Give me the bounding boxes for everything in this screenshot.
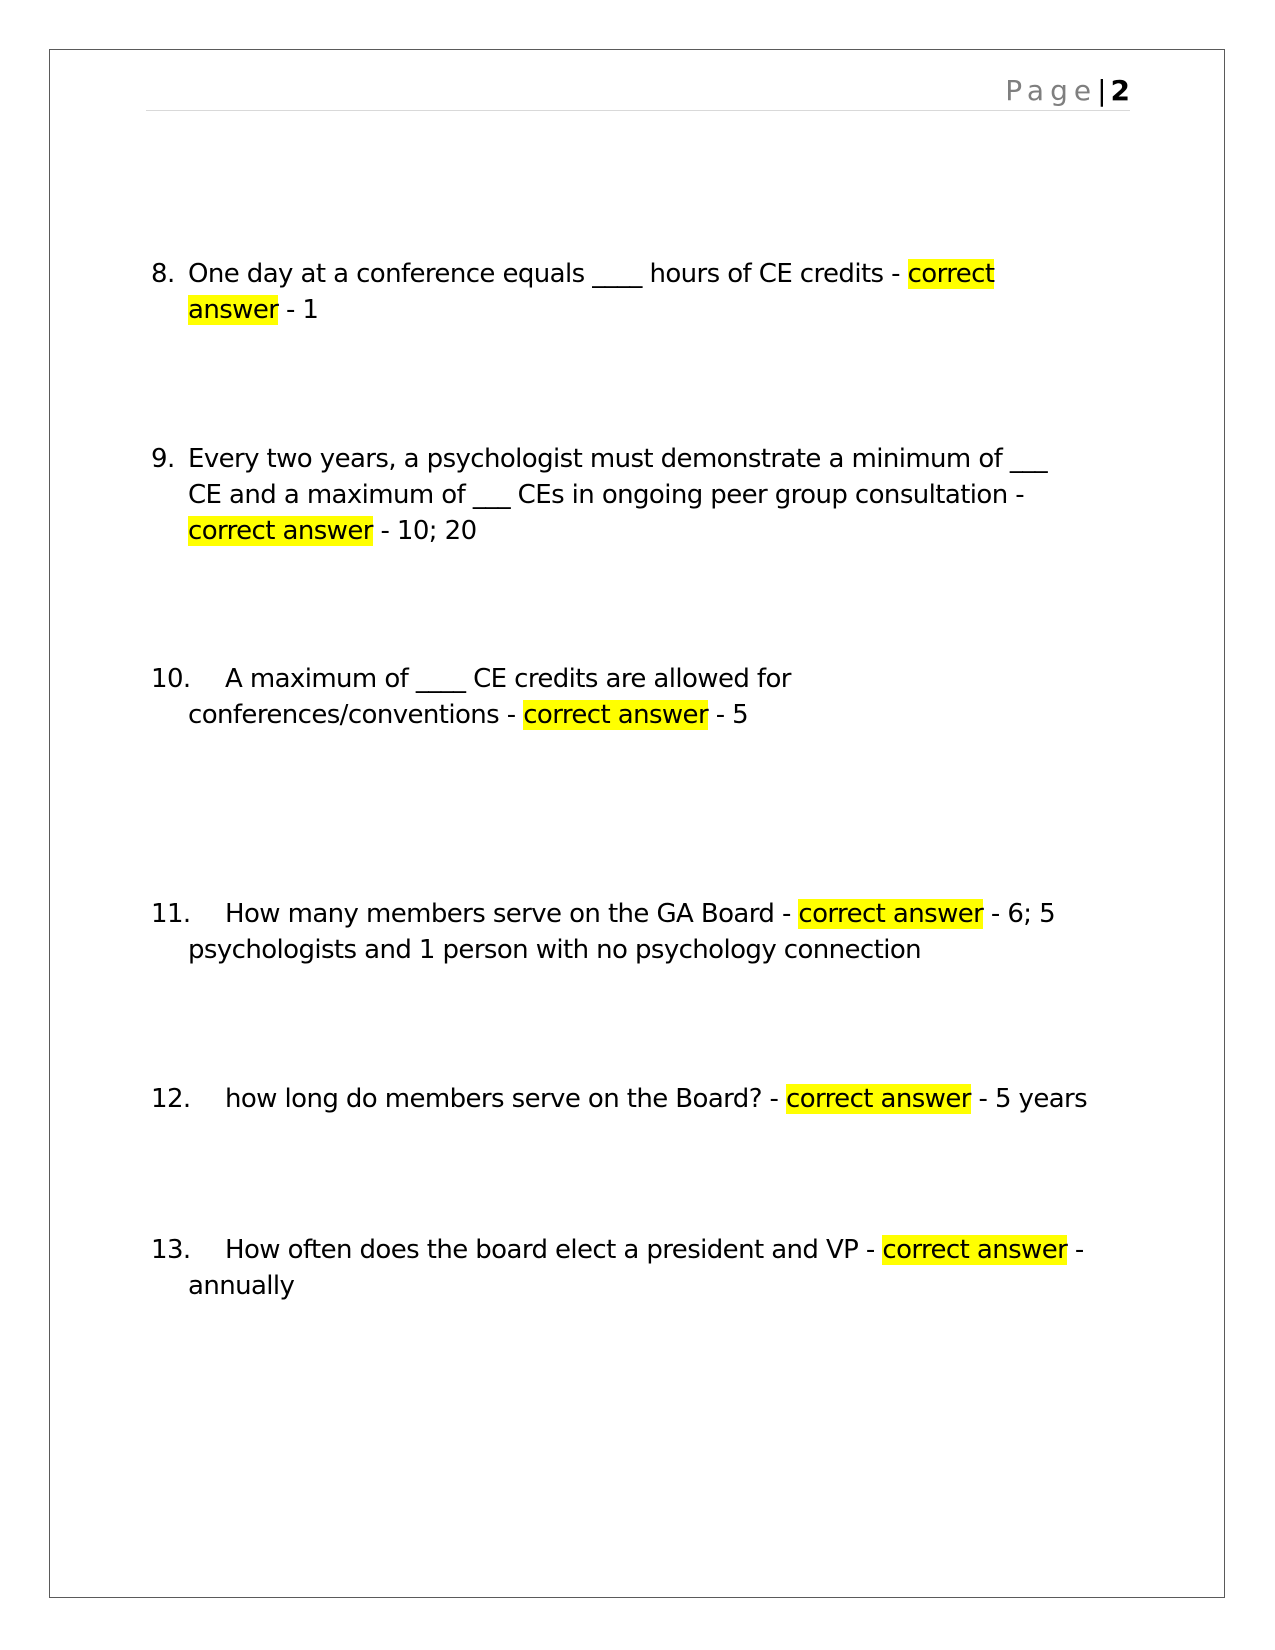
answer-value: - 5 years [970, 1084, 1088, 1114]
question-text: Every two years, a psychologist must demonstrate a minimum of ___ [188, 444, 1048, 474]
question-text: One day at a conference equals ____ hours of CE credits - [188, 259, 908, 289]
question-12 [151, 1081, 1126, 1117]
question-line [151, 661, 1126, 697]
answer-highlight: correct answer [188, 516, 373, 546]
question-text: How many members serve on the GA Board - [225, 899, 799, 929]
question-13 [151, 1232, 1126, 1304]
answer-value: - 5 [708, 700, 749, 730]
answer-value: psychologists and 1 person with no psychology connection [188, 935, 922, 965]
question-9 [151, 441, 1126, 549]
page-word: Page [1005, 74, 1098, 107]
page-number-label [1005, 74, 1130, 108]
answer-highlight: correct answer [882, 1235, 1068, 1265]
question-10 [151, 661, 1126, 733]
page-header [146, 72, 1130, 111]
answer-value: - 10; 20 [372, 516, 477, 546]
answer-highlight: correct [907, 259, 995, 289]
question-line [151, 256, 1126, 292]
page-separator: | [1097, 74, 1107, 107]
answer-highlight: correct answer [523, 700, 709, 730]
question-number: 11. [151, 899, 191, 929]
answer-value: - 6; 5 [983, 899, 1056, 929]
question-line [151, 477, 1126, 513]
answer-highlight: answer [188, 295, 279, 325]
question-text: CE and a maximum of ___ CEs in ongoing peer group consultation - [188, 480, 1025, 510]
question-11 [151, 896, 1126, 968]
answer-value: - 1 [278, 295, 319, 325]
question-number: 13. [151, 1235, 191, 1265]
question-text: How often does the board elect a president and VP - [225, 1235, 883, 1265]
question-line [151, 513, 1126, 549]
question-text: conferences/conventions - [188, 700, 524, 730]
question-number: 9. [151, 444, 175, 474]
question-line [151, 697, 1126, 733]
question-8 [151, 256, 1126, 328]
question-text: A maximum of ____ CE credits are allowed for [225, 664, 791, 694]
question-line [151, 896, 1126, 932]
question-text: how long do members serve on the Board? - [225, 1084, 787, 1114]
question-number: 10. [151, 664, 191, 694]
question-number: 12. [151, 1084, 191, 1114]
answer-highlight: correct answer [798, 899, 984, 929]
question-line [151, 1268, 1126, 1304]
question-line [151, 1081, 1126, 1117]
answer-highlight: correct answer [786, 1084, 971, 1114]
page-number: 2 [1110, 74, 1130, 107]
question-line [151, 932, 1126, 968]
question-number: 8. [151, 259, 175, 289]
question-line [151, 441, 1126, 477]
question-line [151, 292, 1126, 328]
answer-value: - [1067, 1235, 1084, 1265]
answer-value: annually [188, 1271, 295, 1301]
question-line [151, 1232, 1126, 1268]
